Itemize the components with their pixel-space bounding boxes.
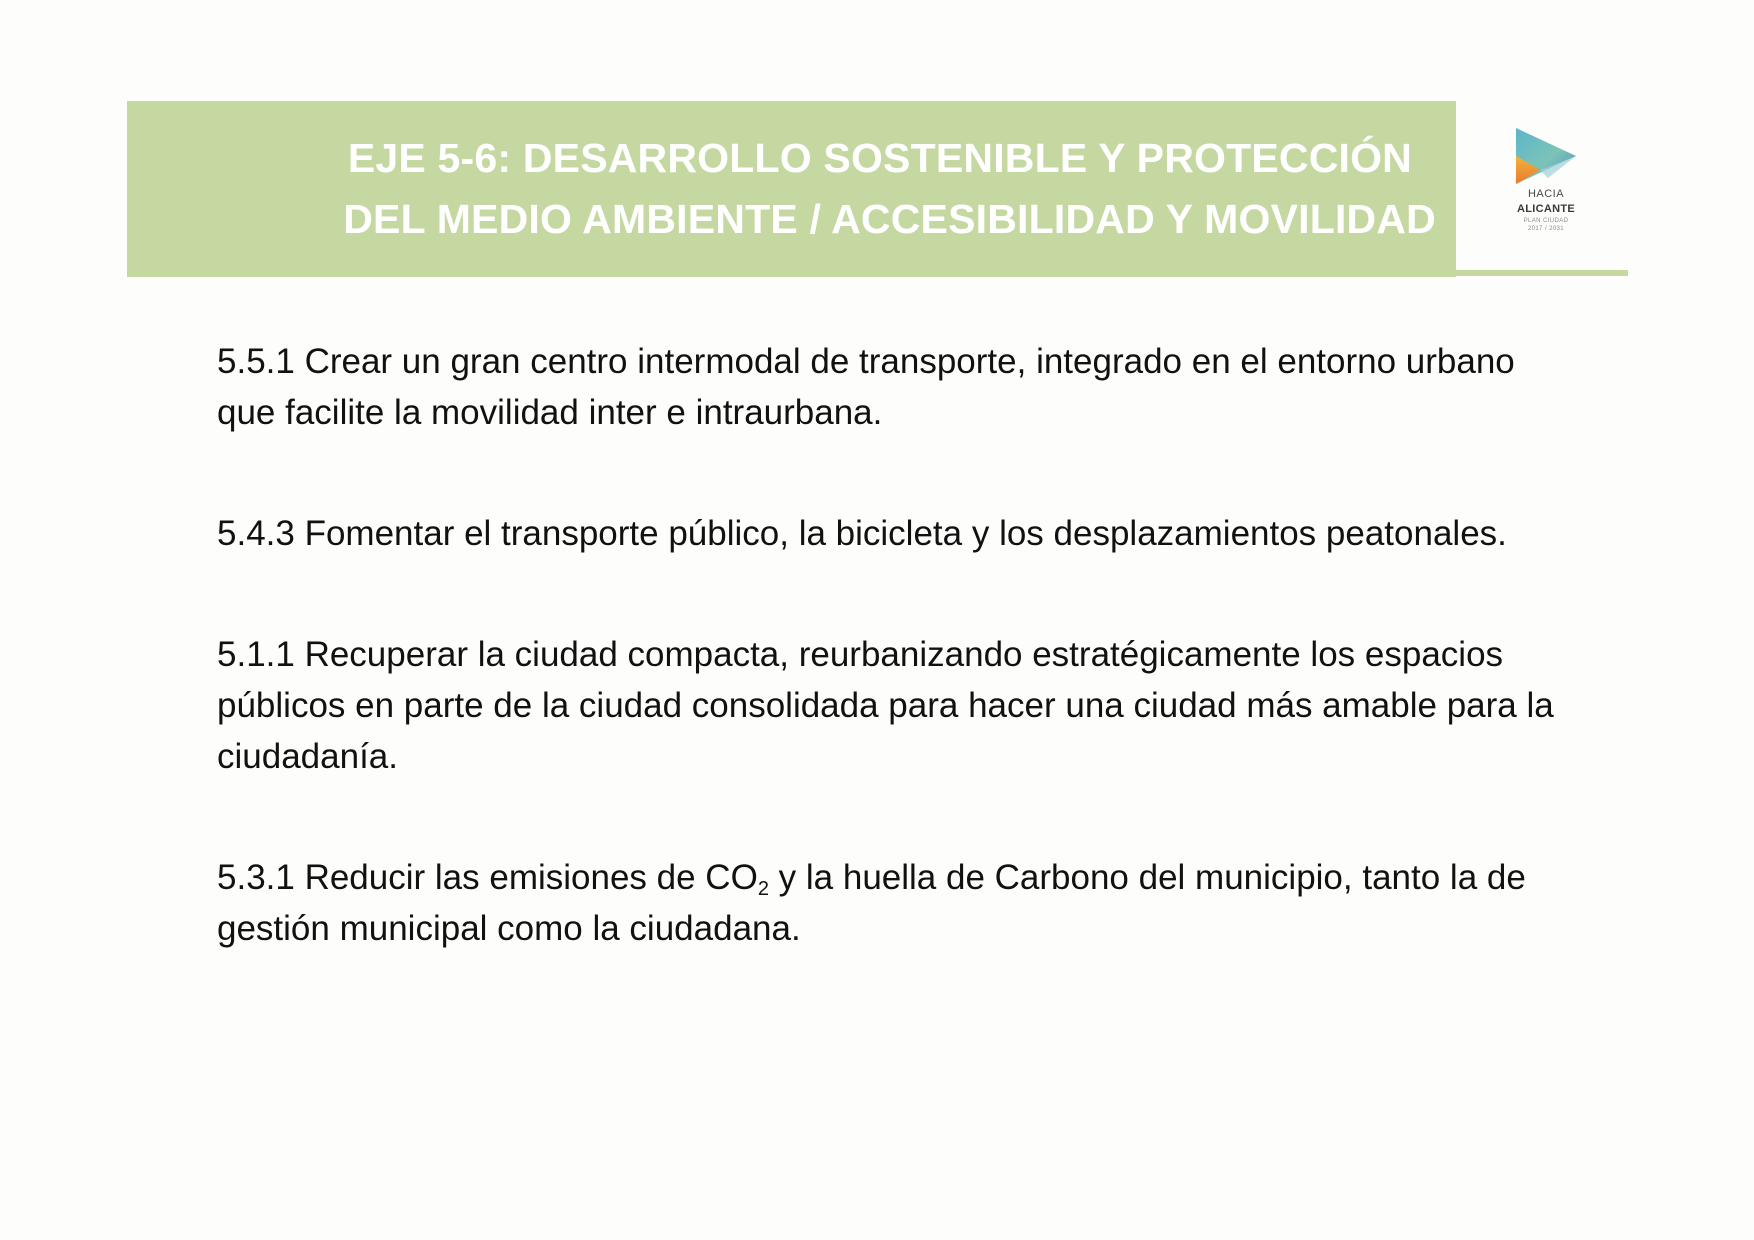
co2-subscript: 2 xyxy=(757,878,769,900)
header-underline xyxy=(1456,270,1628,276)
objective-item: 5.1.1 Recuperar la ciudad compacta, reurbanizando estratégicamente los espacios públicos en parte de la ciudad consolidada para hacer una ciudad más amable para la ciudadanía. xyxy=(217,635,1554,776)
objective-text-start: 5.3.1 Reducir las emisiones de CO xyxy=(217,858,758,897)
objective-text-end: y la huella de Carbono del municipio, tanto la de gestión municipal como la ciudadana. xyxy=(217,858,1526,948)
objective-item xyxy=(217,852,1557,954)
hacia-alicante-logo xyxy=(1500,126,1592,244)
logo-text-hacia: HACIA xyxy=(1527,188,1565,200)
objective-item: 5.5.1 Crear un gran centro intermodal de transporte, integrado en el entorno urbano que facilite la movilidad inter e intraurbana. xyxy=(217,342,1515,432)
objective-item: 5.4.3 Fomentar el transporte público, la bicicleta y los desplazamientos peatonales. xyxy=(217,514,1507,553)
title-line-1: EJE 5-6: DESARROLLO SOSTENIBLE Y PROTECCIÓN xyxy=(347,135,1412,181)
page-title xyxy=(127,101,1456,277)
logo-text-years: 2017 / 2031 xyxy=(1527,226,1565,232)
logo-text-plan: PLAN CIUDAD xyxy=(1523,218,1569,224)
play-triangle-icon xyxy=(1500,126,1592,188)
objectives-list xyxy=(217,336,1557,954)
title-line-2: DEL MEDIO AMBIENTE / ACCESIBILIDAD Y MOVILIDAD xyxy=(343,196,1436,242)
logo-text-alicante: ALICANTE xyxy=(1516,203,1575,215)
